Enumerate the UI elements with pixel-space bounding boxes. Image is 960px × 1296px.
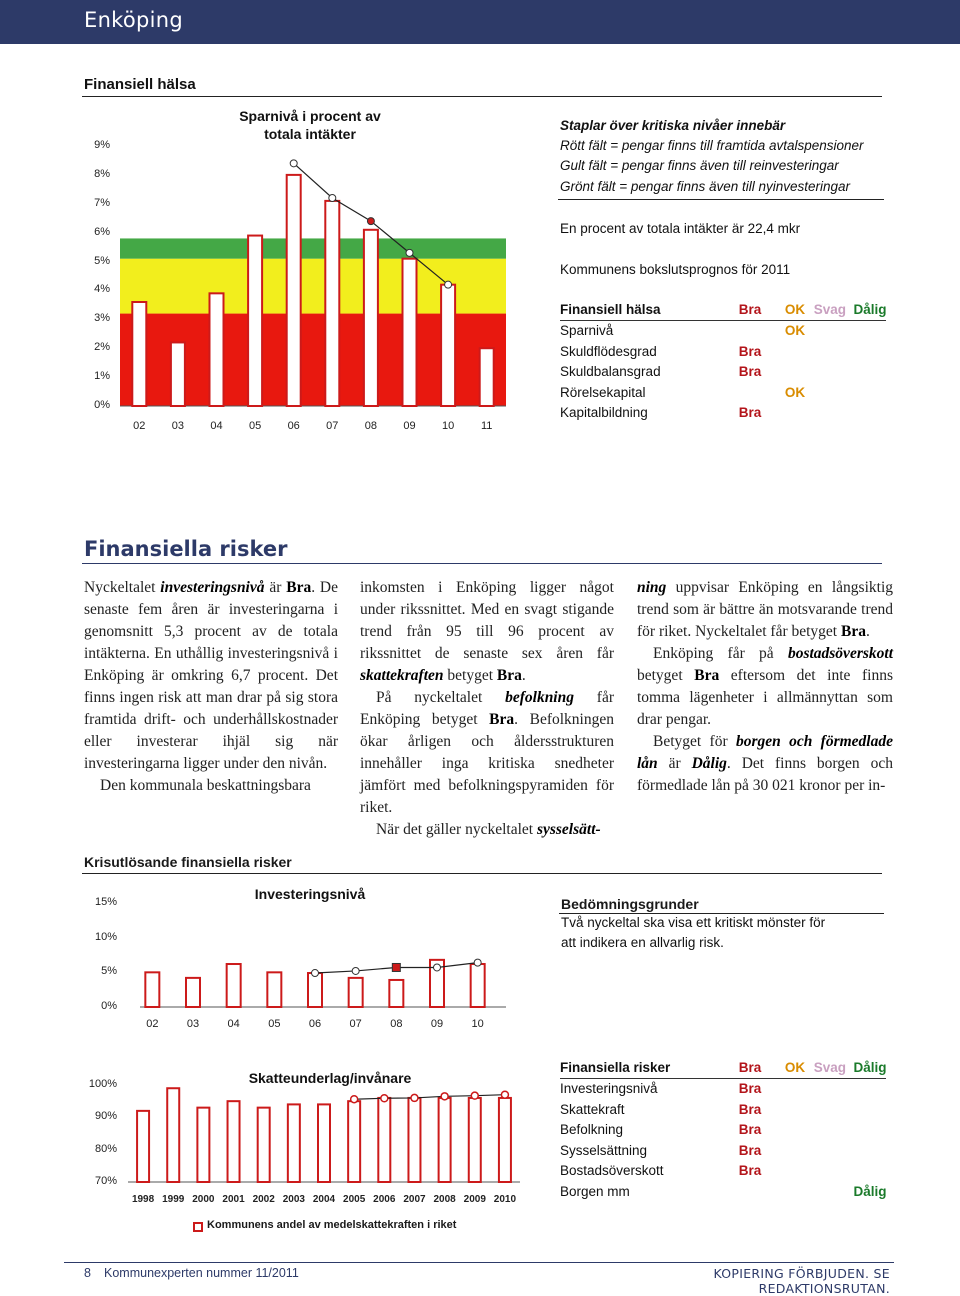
table-divider — [560, 1078, 886, 1079]
x-tick-label: 11 — [480, 420, 493, 432]
info-percent: En procent av totala intäkter är 22,4 mkr — [560, 221, 801, 236]
y-tick-label: 4% — [94, 283, 110, 296]
tax-base-chart — [118, 1060, 538, 1240]
text-column-1: Nyckeltalet investeringsnivå är Bra. De senaste fem åren är investeringarna i genomsnitt 5,3 procent av de totala intäkterna. En uthållig investeringsnivå i Enköping är omkring 6,7 procent. Det finns ingen risk att man drar på sig stora framtida drift- och underhållskostnader eller investerar ihjäl sig när investeringarna ligger under den nivån. Den kommunala beskattningsbara — [84, 579, 338, 794]
header-dalig: Dålig — [853, 302, 887, 317]
x-tick-label: 04 — [227, 1018, 240, 1030]
x-tick-label: 02 — [146, 1018, 159, 1030]
y-tick-label: 15% — [94, 896, 117, 908]
divider — [82, 96, 882, 97]
x-tick-label: 1998 — [131, 1194, 155, 1205]
x-tick-label: 03 — [171, 420, 185, 432]
trend-point — [471, 1092, 478, 1099]
legend-line-yellow: Gult fält = pengar finns även till reinvesteringar — [560, 158, 839, 173]
bar-03 — [171, 342, 185, 406]
criteria-text-1: Två nyckeltal ska visa ett kritiskt mönster för — [561, 915, 826, 930]
x-tick-label: 03 — [186, 1018, 200, 1030]
trend-point — [501, 1091, 508, 1098]
y-tick-label: 80% — [94, 1142, 117, 1155]
trend-point — [474, 959, 481, 966]
text-column-3: ning uppvisar Enköping en långsiktig trend som är bättre än motsvarande trend för riket. Nyckeltalet får betyget Bra. Enköping får på bostadsöverskott betyget Bra eftersom det inte finns tomma lägenheter i allmännyttan som drar pengar. Betyget för borgen och förmedlade lån är Dålig. Det finns borgen och förmedlade lån på 30 021 kronor per in- — [637, 579, 894, 794]
table-row-rating: Bra — [738, 1081, 762, 1096]
legend-swatch — [193, 1222, 203, 1232]
bar-06 — [308, 973, 322, 1007]
bar-04 — [210, 293, 224, 406]
bar-10 — [471, 964, 485, 1007]
trend-line — [354, 1095, 505, 1100]
y-tick-label: 10% — [94, 930, 117, 943]
x-tick-label: 2001 — [222, 1194, 245, 1205]
investment-chart — [118, 880, 518, 1040]
trend-point — [406, 249, 413, 256]
bar-2009 — [469, 1098, 481, 1182]
trend-point — [411, 1094, 418, 1101]
criteria-text-2: att indikera en allvarlig risk. — [561, 935, 724, 950]
table-row-label: Sysselsättning — [560, 1142, 648, 1158]
header-bra: Bra — [738, 302, 762, 317]
trend-point — [445, 281, 452, 288]
header-ok: OK — [784, 1060, 806, 1075]
trend-point — [352, 967, 359, 974]
table-row-rating: Bra — [738, 364, 762, 379]
text-column-2: inkomsten i Enköping ligger något under rikssnittet. Med en svagt stigande trend från 95 till 96 procent av rikssnittet de senaste sex åren får skattekraften betyget Bra. På nyckeltalet befolkning får Enköping betyget Bra. Befolkningen ökar årligen och åldersstrukturen innehåller inga kritiska snedheter jämfört med befolkningspyramiden för riket. När det gäller nyckeltalet sysselsätt- — [360, 579, 614, 838]
table-header-label: Finansiell hälsa — [560, 302, 661, 317]
x-tick-label: 2005 — [343, 1194, 366, 1205]
header-ok: OK — [784, 302, 806, 317]
bar-2000 — [197, 1108, 209, 1182]
x-tick-label: 2003 — [282, 1194, 305, 1205]
info-prognosis: Kommunens bokslutsprognos för 2011 — [560, 262, 791, 277]
bar-1999 — [167, 1088, 179, 1182]
bar-08 — [389, 980, 403, 1007]
x-tick-label: 2006 — [373, 1194, 396, 1205]
bar-2006 — [378, 1098, 390, 1182]
table-row-rating: OK — [784, 323, 806, 338]
trend-point — [434, 964, 441, 971]
chart3-title: Skatteunderlag/invånare — [248, 1070, 412, 1086]
header-bra: Bra — [738, 1060, 762, 1075]
table-row-rating: OK — [784, 384, 806, 400]
criteria-divider — [559, 913, 884, 914]
legend-heading: Staplar över kritiska nivåer innebär — [560, 118, 786, 133]
x-tick-label: 05 — [268, 1018, 281, 1030]
legend-divider — [558, 199, 884, 200]
x-tick-label: 09 — [403, 420, 416, 432]
x-tick-label: 07 — [349, 1018, 362, 1030]
table-row-label: Investeringsnivå — [560, 1081, 658, 1096]
zone-green — [120, 238, 506, 258]
table-row-label: Kapitalbildning — [560, 405, 648, 420]
table-row-rating: Bra — [738, 1142, 762, 1158]
y-tick-label: 3% — [94, 312, 110, 325]
table-header-label: Finansiella risker — [560, 1060, 671, 1075]
chart2-title: Investeringsnivå — [254, 886, 366, 902]
table-row-rating: Bra — [738, 1163, 762, 1178]
bar-03 — [186, 978, 200, 1007]
savings-chart — [118, 100, 538, 440]
bar-06 — [287, 175, 301, 406]
x-tick-label: 10 — [441, 420, 455, 432]
section-title-crisis: Krisutlösande finansiella risker — [84, 854, 292, 870]
bar-1998 — [137, 1111, 149, 1182]
bar-2001 — [228, 1101, 240, 1182]
y-tick-label: 8% — [94, 167, 110, 180]
trend-point — [329, 195, 336, 202]
footer-publication: Kommunexperten nummer 11/2011 — [104, 1266, 299, 1280]
x-tick-label: 2000 — [192, 1194, 215, 1205]
y-tick-label: 9% — [94, 139, 110, 151]
table-row-label: Befolkning — [560, 1122, 624, 1137]
criteria-title: Bedömningsgrunder — [561, 896, 699, 912]
legend-line-red: Rött fält = pengar finns till framtida avtalspension​er — [560, 138, 864, 153]
chart3-legend: Kommunens andel av medelskattekraften i riket — [207, 1219, 457, 1231]
divider — [82, 873, 882, 874]
x-tick-label: 2002 — [252, 1194, 275, 1205]
header-dalig: Dålig — [853, 1060, 887, 1075]
bar-02 — [145, 972, 159, 1007]
bar-04 — [227, 964, 241, 1007]
bar-11 — [480, 348, 494, 406]
y-tick-label: 70% — [94, 1175, 117, 1187]
x-tick-label: 06 — [287, 420, 300, 432]
bar-08 — [364, 230, 378, 406]
x-tick-label: 02 — [133, 420, 146, 432]
footer-notice: KOPIERING FÖRBJUDEN. SE REDAKTIONSRUTAN. — [713, 1266, 890, 1296]
footer-page-number: 8 — [84, 1266, 91, 1280]
x-tick-label: 1999 — [162, 1194, 185, 1205]
bar-2002 — [258, 1108, 270, 1182]
x-tick-label: 2007 — [403, 1194, 426, 1205]
x-tick-label: 2008 — [433, 1194, 456, 1205]
x-tick-label: 2004 — [312, 1194, 336, 1205]
header-svag: Svag — [813, 1060, 846, 1075]
bar-2010 — [499, 1098, 511, 1182]
bar-07 — [349, 978, 363, 1007]
bar-05 — [248, 236, 262, 406]
trend-point — [392, 963, 400, 971]
y-tick-label: 6% — [94, 225, 110, 238]
x-tick-label: 06 — [308, 1018, 322, 1030]
trend-point — [381, 1095, 388, 1102]
x-tick-label: 07 — [326, 420, 339, 432]
x-tick-label: 08 — [364, 420, 378, 432]
y-tick-label: 0% — [101, 1000, 117, 1012]
footer-divider — [64, 1262, 894, 1263]
table-row-rating: Bra — [738, 343, 762, 359]
bar-02 — [132, 302, 146, 406]
bar-2005 — [348, 1101, 360, 1182]
trend-point — [367, 218, 374, 225]
x-tick-label: 2010 — [493, 1194, 517, 1205]
table-row-label: Skattekraft — [560, 1101, 625, 1117]
legend-line-green: Grönt fält = pengar finns även till nyinvesteringar — [560, 179, 851, 194]
table-row-rating: Dålig — [853, 1183, 887, 1199]
trend-point — [351, 1096, 358, 1103]
y-tick-label: 5% — [94, 254, 110, 267]
table-row-rating: Bra — [738, 1101, 762, 1117]
trend-point — [312, 970, 319, 977]
bar-09 — [403, 259, 417, 406]
bar-10 — [441, 285, 455, 406]
divider — [82, 563, 882, 564]
y-tick-label: 1% — [94, 370, 110, 383]
y-tick-label: 2% — [94, 341, 110, 354]
x-tick-label: 09 — [430, 1018, 444, 1030]
trend-point — [290, 160, 297, 167]
x-tick-label: 08 — [390, 1018, 403, 1030]
table-row-label: Borgen mm — [560, 1183, 630, 1199]
bar-2007 — [408, 1098, 420, 1182]
table-row-rating: Bra — [738, 1122, 762, 1137]
x-tick-label: 2009 — [463, 1194, 486, 1205]
section-title-health: Finansiell hälsa — [84, 76, 196, 93]
bar-2003 — [288, 1104, 300, 1182]
y-tick-label: 0% — [94, 399, 110, 411]
y-tick-label: 7% — [94, 196, 110, 209]
bar-07 — [325, 201, 339, 406]
bar-05 — [267, 972, 281, 1007]
page-title: Enköping — [84, 8, 184, 32]
trend-point — [441, 1093, 448, 1100]
x-tick-label: 05 — [248, 420, 262, 432]
table-row-rating: Bra — [738, 405, 762, 420]
chart1-title: Sparnivå i procent av totala intäkter — [239, 108, 381, 142]
table-row-label: Rörelsekapital — [560, 384, 646, 400]
x-tick-label: 10 — [471, 1018, 484, 1030]
x-tick-label: 04 — [210, 420, 223, 432]
table-row-label: Skuldbalansgrad — [560, 364, 661, 379]
section-title-risks: Finansiella risker — [84, 537, 288, 561]
y-tick-label: 5% — [101, 965, 117, 978]
y-tick-label: 100% — [88, 1078, 117, 1090]
table-divider — [560, 320, 886, 321]
header-svag: Svag — [813, 302, 846, 317]
table-row-label: Sparnivå — [560, 323, 614, 338]
table-row-label: Bostadsöverskott — [560, 1163, 664, 1178]
y-tick-label: 90% — [94, 1110, 117, 1123]
bar-2008 — [439, 1098, 451, 1182]
bar-2004 — [318, 1104, 330, 1182]
table-row-label: Skuldflödesgrad — [560, 343, 657, 359]
